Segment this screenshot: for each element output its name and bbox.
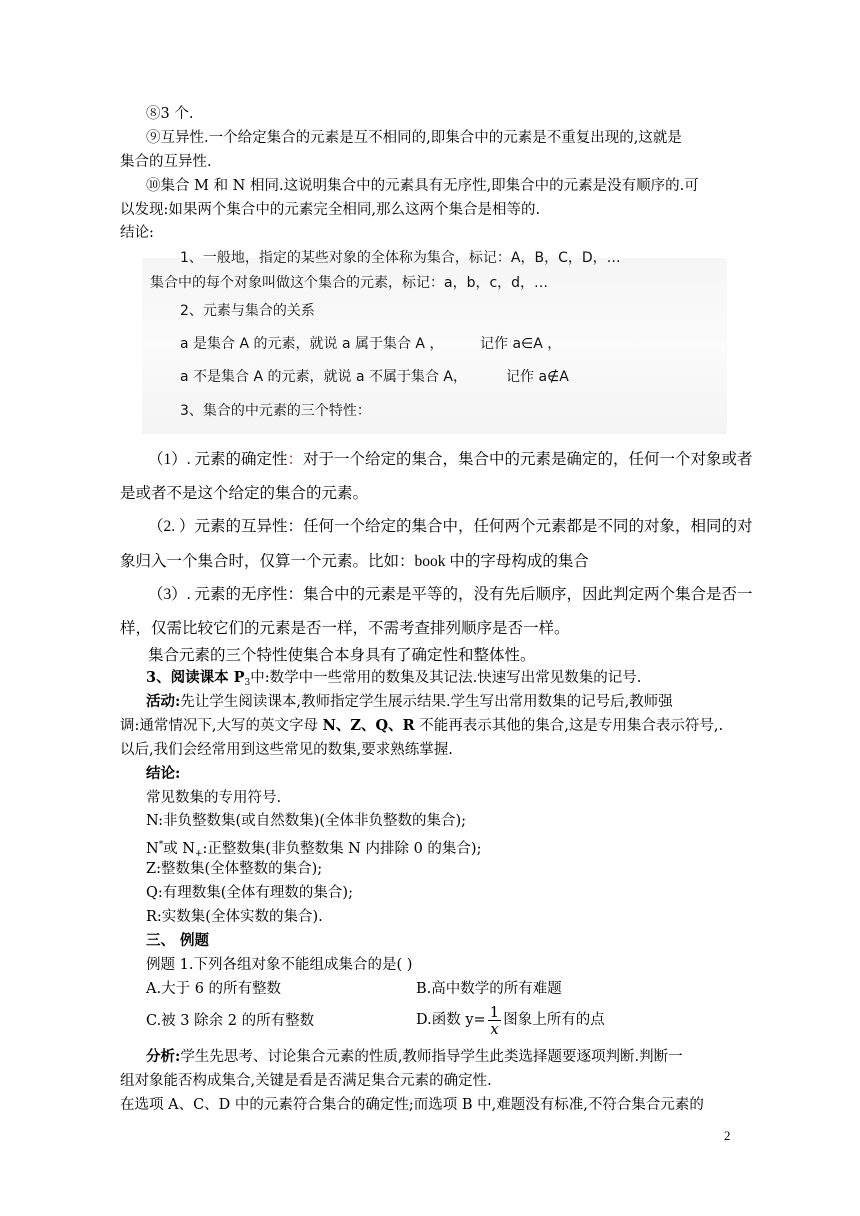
item-8: ⑧3 个.: [146, 106, 194, 122]
set-r: R:实数集(全体实数的集合).: [146, 909, 323, 925]
option-b: B.高中数学的所有难题: [416, 981, 562, 997]
item-9-cont: 集合的互异性.: [120, 154, 212, 170]
property-3: （3）. 元素的无序性：集合中的元素是平等的，没有先后顺序，因此判定两个集合是否一: [148, 586, 753, 603]
set-q: Q:有理数集(全体有理数的集合);: [146, 885, 353, 901]
box-line-6: 3、集合的中元素的三个特性：: [180, 403, 371, 419]
reading-title-sub: 3: [244, 678, 251, 688]
conclusion-label: 结论:: [120, 225, 154, 241]
property-1-cont: 是或者不是这个给定的集合的元素。: [120, 485, 369, 502]
analysis-line-2: 组对象能否构成集合,关键是看是否满足集合元素的确定性.: [120, 1073, 492, 1089]
property-1-rest: 对于一个给定的集合，集合中的元素是确定的，任何一个对象或者: [303, 451, 753, 468]
analysis-text-1: 学生先思考、讨论集合元素的性质,教师指导学生此类选择题要逐项判断.判断一: [180, 1049, 683, 1065]
common-sets-heading: 常见数集的专用符号.: [146, 790, 282, 806]
option-d-prefix: D.函数 y=: [416, 1012, 486, 1028]
analysis-line-1: [146, 1047, 766, 1067]
analysis-line-3: 在选项 A、C、D 中的元素符合集合的确定性;而选项 B 中,难题没有标准,不符合集合元素的: [120, 1097, 704, 1113]
activity-line-3: 以后,我们会经常用到这些常见的数集,要求熟练掌握.: [120, 742, 453, 758]
box-line-4a: a 是集合 A 的元素，就说 a 属于集合 A ，: [180, 336, 444, 352]
activity-line: [146, 692, 766, 712]
fraction-1-over-x: [488, 1004, 502, 1037]
properties-summary: 集合元素的三个特性使集合本身具有了确定性和整体性。: [148, 647, 536, 664]
option-d-suffix: 图象上所有的点: [503, 1012, 605, 1028]
analysis-label: 分析:: [146, 1048, 181, 1065]
box-line-2: 集合中的每个对象叫做这个集合的元素，标记：a，b，c，d，…: [150, 275, 549, 291]
item-10-cont: 以发现:如果两个集合中的元素完全相同,那么这两个集合是相等的.: [120, 202, 541, 218]
property-2: （2. ）元素的互异性：任何一个给定的集合中，任何两个元素都是不同的对象，相同的对: [148, 518, 753, 535]
property-1-keyword: 确定性: [241, 451, 288, 468]
item-9: ⑨互异性.一个给定集合的元素是互不相同的,即集合中的元素是不重复出现的,这就是: [146, 130, 682, 146]
activity-line-2: [120, 716, 740, 736]
conclusion-box: [142, 250, 727, 434]
activity-text-2a: 调:通常情况下,大写的英文字母: [120, 718, 323, 734]
reading-title-bold: 3、阅读课本 P: [146, 669, 245, 686]
box-line-3: 2、元素与集合的关系: [180, 303, 315, 319]
property-1: [120, 449, 753, 471]
example-1-question: 例题 1.下列各组对象不能组成集合的是( ): [146, 957, 413, 973]
property-2-cont: 象归入一个集合时，仅算一个元素。比如：book 中的字母构成的集合: [120, 553, 589, 570]
activity-label: 活动:: [146, 693, 181, 710]
n-star-text: :正整数集(非负整数集 N 内排除 0 的集合);: [202, 841, 482, 857]
activity-letters: N、Z、Q、R: [322, 717, 415, 734]
option-a: A.大于 6 的所有整数: [146, 981, 282, 997]
n-plus-sub: +: [194, 849, 203, 859]
set-n: N:非负整数集(或自然数集)(全体非负整数的集合);: [146, 813, 467, 829]
option-c: C.被 3 除余 2 的所有整数: [146, 1013, 315, 1029]
box-line-5b: 记作 a∉A: [506, 369, 569, 385]
fraction-numerator: 1: [489, 1002, 500, 1021]
set-z: Z:整数集(全体整数的集合);: [146, 861, 323, 877]
n-star-sup: *: [158, 840, 164, 850]
property-1-head: [148, 451, 303, 468]
activity-text: 先让学生阅读课本,教师指定学生展示结果.学生写出常用数集的记号后,教师强: [180, 694, 673, 710]
property-1-prefix: （1）. 元素的: [148, 451, 242, 468]
option-d: [416, 1000, 736, 1040]
n-plus-n: 或 N: [163, 841, 195, 857]
examples-heading: 三、 例题: [146, 932, 210, 949]
reading-title-rest: 中:数学中一些常用的数集及其记法.快速写出常见数集的记号.: [250, 670, 642, 686]
reading-conclusion-label: 结论:: [146, 765, 181, 782]
n-star-n: N: [146, 841, 159, 857]
page-number: 2: [724, 1128, 731, 1143]
reading-title: [146, 668, 766, 693]
property-3-cont: 样，仅需比较它们的元素是否一样，不需考查排列顺序是否一样。: [120, 620, 570, 637]
fraction-denominator: x: [490, 1019, 499, 1038]
box-line-5a: a 不是集合 A 的元素，就说 a 不属于集合 A，: [180, 369, 468, 385]
box-line-1: 1、一般地，指定的某些对象的全体称为集合，标记：A，B，C，D，…: [180, 250, 621, 266]
box-line-4b: 记作 a∈A ，: [480, 336, 562, 352]
activity-text-2b: 不能再表示其他的集合,这是专用集合表示符号,.: [414, 718, 724, 734]
item-10: ⑩集合 M 和 N 相同.这说明集合中的元素具有无序性,即集合中的元素是没有顺序的.可: [146, 178, 699, 194]
property-1-colon: ：: [287, 451, 304, 468]
